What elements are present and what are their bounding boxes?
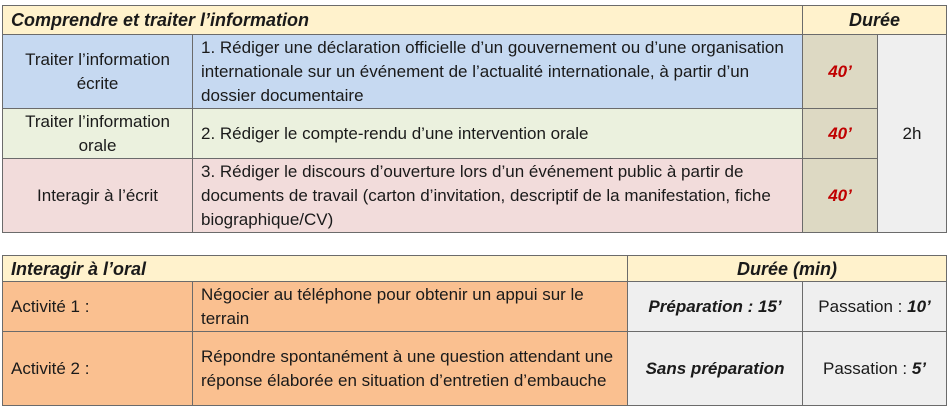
table-row: [3, 332, 947, 406]
written-duration-header: Durée: [803, 6, 947, 35]
oral-tasks-table: [2, 255, 947, 406]
skill-cell: Traiter l’information orale: [3, 109, 193, 159]
passation-label: Passation :: [823, 358, 912, 378]
task-cell: 1. Rédiger une déclaration officielle d’un gouvernement ou d’une organisation internationale sur un événement de l’actualité internationale, à partir d’un dossier documentaire: [193, 35, 803, 109]
passation-value: 10’: [907, 296, 931, 316]
oral-table-title: Interagir à l’oral: [3, 256, 628, 282]
activity-cell: Activité 2 :: [3, 332, 193, 406]
time-cell: 40’: [803, 159, 878, 233]
passation-cell: [803, 282, 947, 332]
passation-label: Passation :: [818, 296, 908, 316]
passation-value: 5’: [911, 358, 927, 378]
task-cell: 3. Rédiger le discours d’ouverture lors d’un événement public à partir de documents de travail (carton d’invitation, descriptif de la manifestation, fiche biographique/CV): [193, 159, 803, 233]
time-cell: 40’: [803, 35, 878, 109]
written-table-header: [3, 6, 947, 35]
task-cell: 2. Rédiger le compte-rendu d’une intervention orale: [193, 109, 803, 159]
total-duration-cell: 2h: [878, 35, 947, 233]
table-row: [3, 109, 947, 159]
preparation-cell: Sans préparation: [628, 332, 803, 406]
written-table-title: Comprendre et traiter l’information: [3, 6, 803, 35]
task-cell: Répondre spontanément à une question attendant une réponse élaborée en situation d’entretien d’embauche: [193, 332, 628, 406]
table-row: [3, 282, 947, 332]
time-cell: 40’: [803, 109, 878, 159]
table-row: [3, 35, 947, 109]
skill-cell: Traiter l’information écrite: [3, 35, 193, 109]
oral-table-header: [3, 256, 947, 282]
table-row: [3, 159, 947, 233]
oral-duration-header: Durée (min): [628, 256, 947, 282]
skill-cell: Interagir à l’écrit: [3, 159, 193, 233]
passation-cell: [803, 332, 947, 406]
task-cell: Négocier au téléphone pour obtenir un appui sur le terrain: [193, 282, 628, 332]
written-tasks-table: [2, 5, 947, 233]
preparation-cell: Préparation : 15’: [628, 282, 803, 332]
activity-cell: Activité 1 :: [3, 282, 193, 332]
